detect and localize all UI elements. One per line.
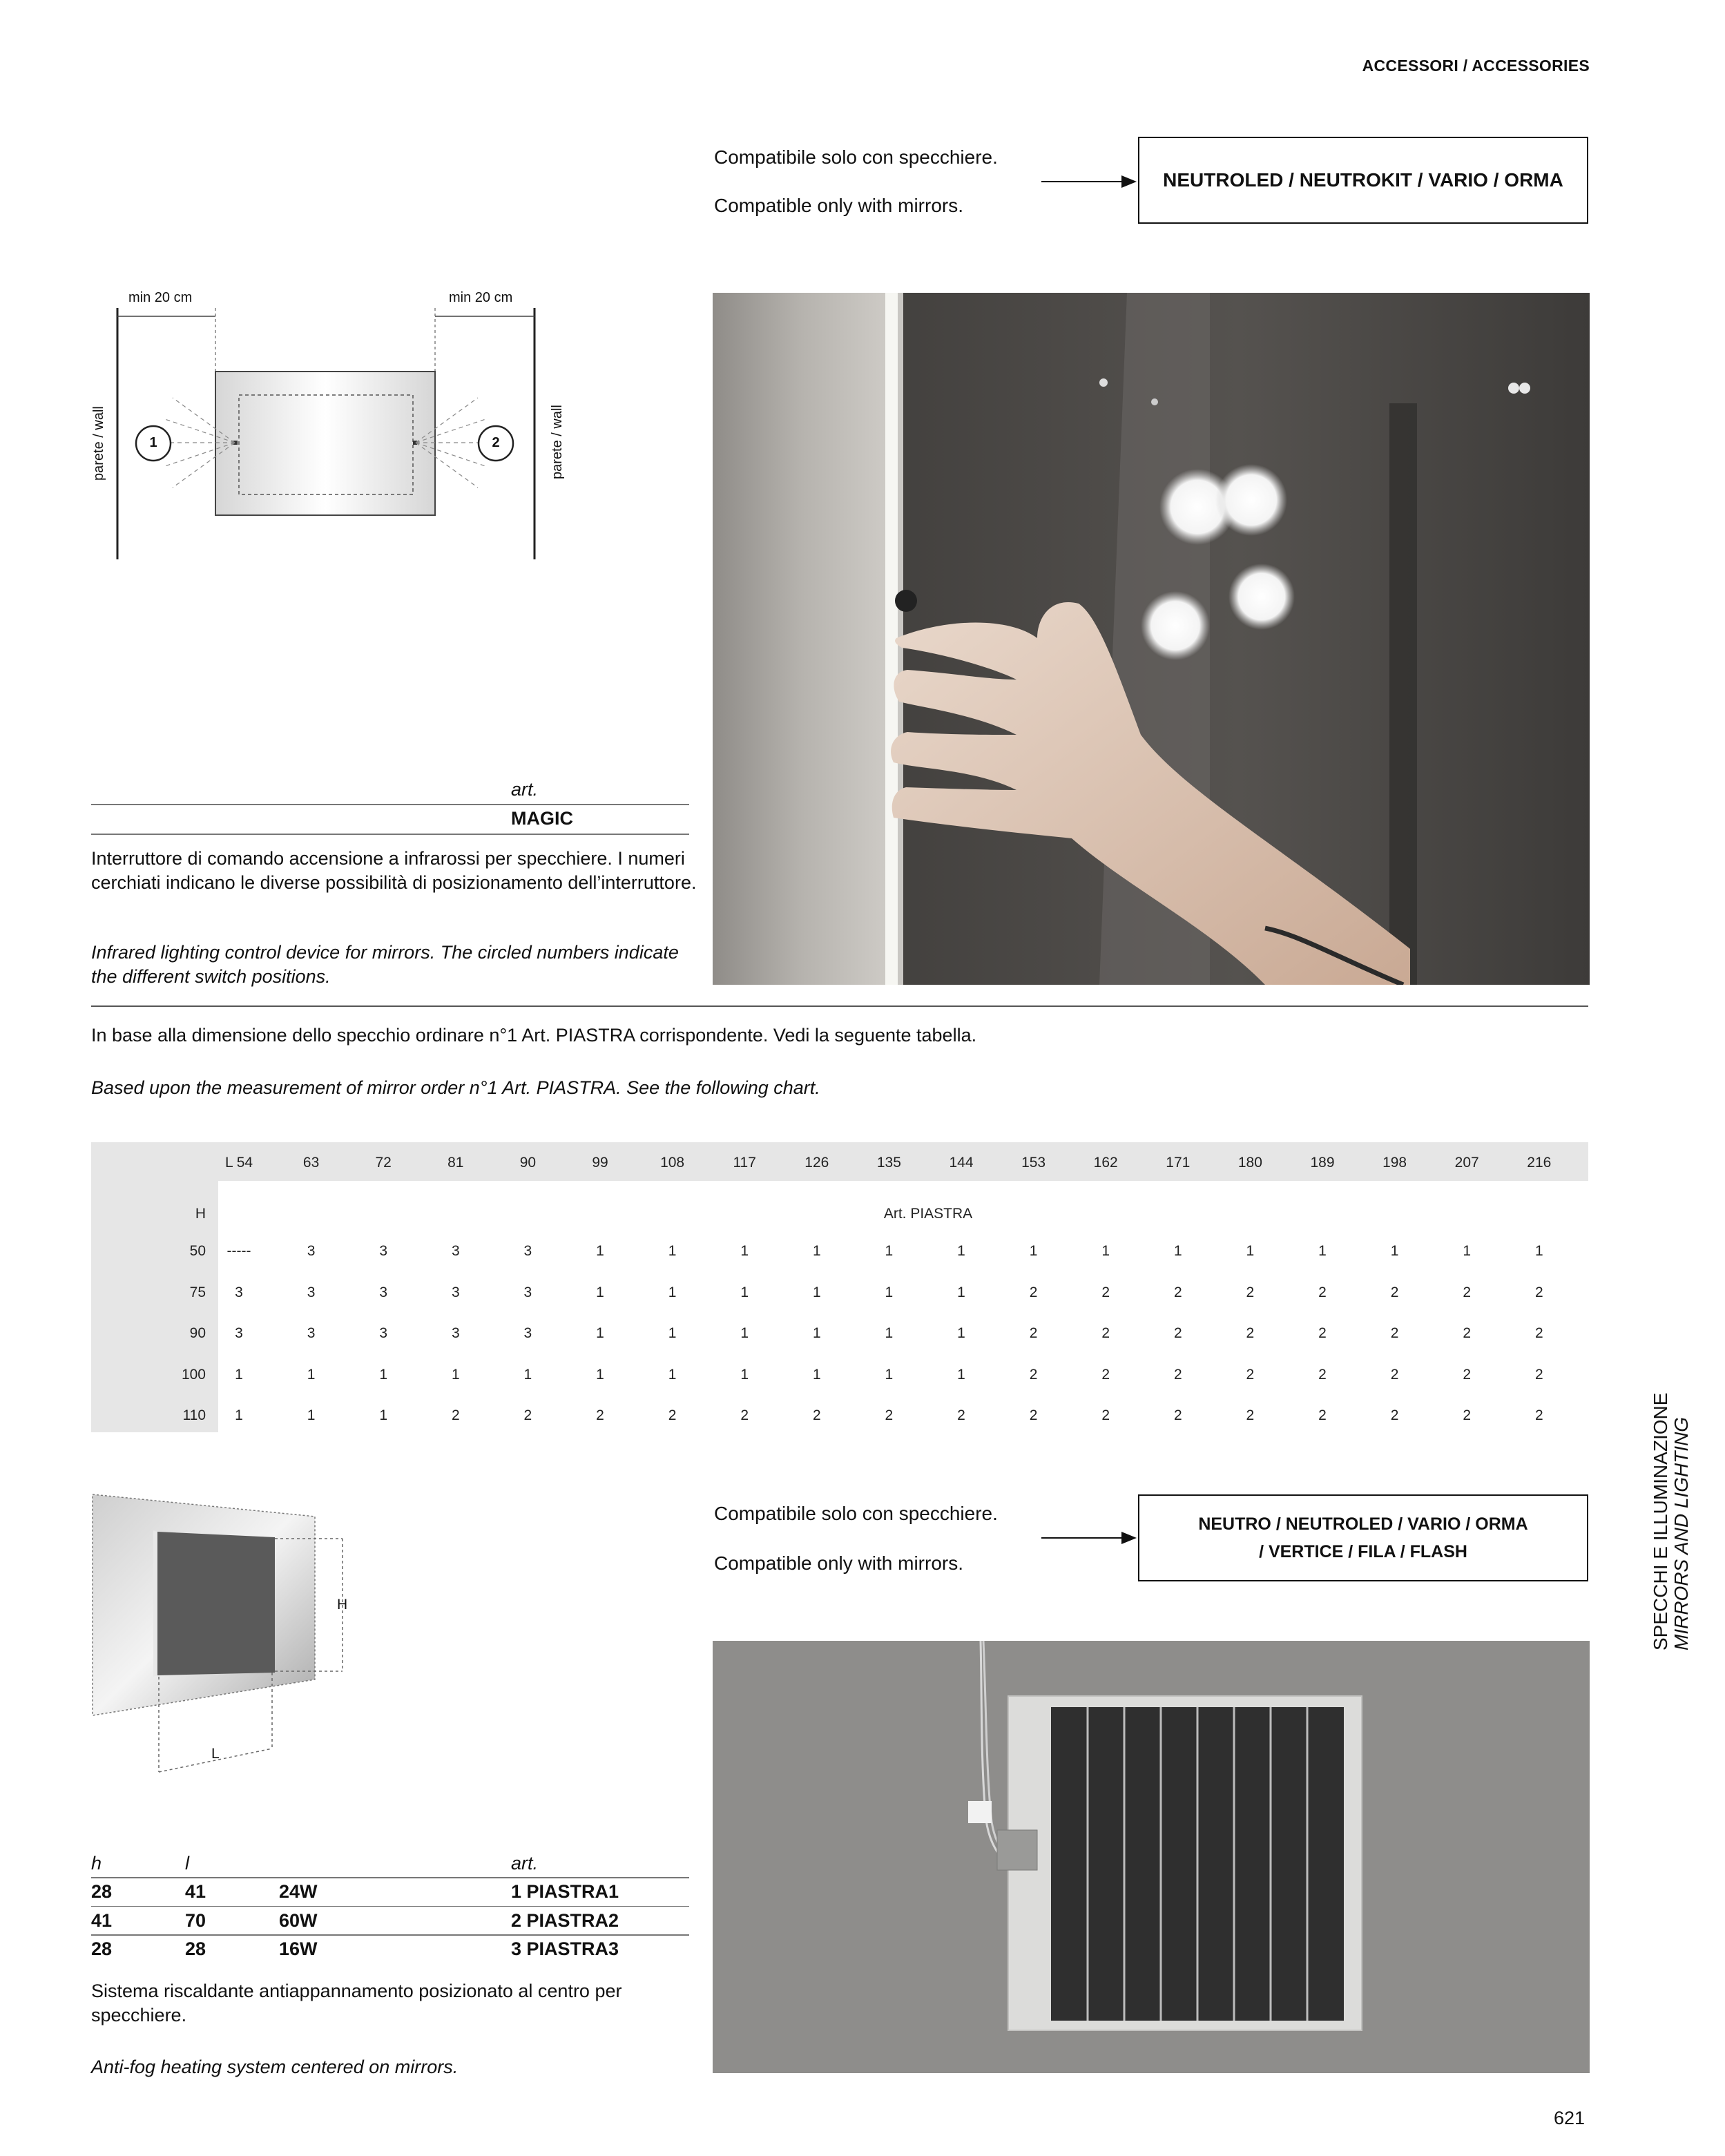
magic-description-it: Interruttore di comando accensione a infrarossi per specchiere. I numeri cerchiati indicano le diverse possibilità di posizionamento dell’interruttore. <box>91 848 697 893</box>
table-column-header: 180 <box>1237 1155 1262 1171</box>
table-row-header: 90 <box>189 1325 206 1341</box>
table-cell: 1 <box>668 1284 677 1300</box>
table-cell: 3 <box>379 1325 388 1341</box>
table-cell: 2 <box>1246 1284 1255 1300</box>
piastra-diagram <box>87 1492 363 1782</box>
table-cell: ----- <box>227 1243 251 1259</box>
table-cell: 1 <box>957 1284 965 1300</box>
spec-l: 70 <box>185 1909 206 1931</box>
divider <box>91 804 689 805</box>
table-cell: 2 <box>1029 1407 1038 1423</box>
table-cell: 1 <box>1318 1243 1327 1259</box>
compat-text-it: Compatibile solo con specchiere. <box>714 1503 998 1524</box>
min-distance-left: min 20 cm <box>128 290 193 305</box>
table-cell: 2 <box>523 1407 532 1423</box>
table-cell: 2 <box>1246 1325 1255 1341</box>
table-cell: 2 <box>1534 1284 1543 1300</box>
table-column-header: 90 <box>519 1155 537 1171</box>
table-cell: 2 <box>1390 1366 1399 1383</box>
table-cell: 1 <box>307 1407 316 1423</box>
table-row-header-label: H <box>195 1206 206 1222</box>
table-cell: 3 <box>379 1284 388 1300</box>
table-cell: 2 <box>1318 1366 1327 1383</box>
table-cell: 2 <box>1463 1284 1472 1300</box>
spec-header-art: art. <box>511 1852 539 1874</box>
piastra-photo <box>713 1641 1590 2073</box>
table-cell: 1 <box>1029 1243 1038 1259</box>
piastra-table <box>91 1142 1588 1432</box>
table-cell: 1 <box>957 1325 965 1341</box>
table-column-header: 198 <box>1382 1155 1407 1171</box>
table-cell: 1 <box>885 1284 894 1300</box>
table-cell: 1 <box>812 1366 821 1383</box>
table-cell: 1 <box>812 1243 821 1259</box>
table-column-header: 81 <box>447 1155 464 1171</box>
table-cell: 1 <box>668 1325 677 1341</box>
table-cell: 1 <box>668 1366 677 1383</box>
spec-row <box>91 1936 689 1963</box>
table-cell: 2 <box>1101 1284 1110 1300</box>
table-cell: 3 <box>451 1325 460 1341</box>
spec-art: 3 PIASTRA3 <box>511 1938 619 1959</box>
magic-photo-image <box>713 293 1590 985</box>
table-cell: 1 <box>379 1407 388 1423</box>
table-cell: 1 <box>235 1407 243 1423</box>
piastra-description-en: Anti-fog heating system centered on mirrors. <box>91 2057 459 2077</box>
table-cell: 2 <box>812 1407 821 1423</box>
table-column-header: 144 <box>949 1155 974 1171</box>
table-row-header: 50 <box>189 1243 206 1259</box>
table-cell: 1 <box>1101 1243 1110 1259</box>
piastra-spec-table <box>91 1849 689 1963</box>
diagram-l-label: L <box>211 1746 220 1762</box>
table-cell: 3 <box>235 1284 243 1300</box>
table-column-header: 162 <box>1093 1155 1118 1171</box>
table-cell: 2 <box>1029 1284 1038 1300</box>
spec-w: 60W <box>279 1909 318 1931</box>
spec-h: 41 <box>91 1909 113 1931</box>
spec-header-row <box>91 1849 689 1877</box>
table-cell: 1 <box>885 1243 894 1259</box>
arrow-right-icon <box>1121 175 1137 188</box>
table-column-header: 72 <box>375 1155 392 1171</box>
compat-text-en: Compatible only with mirrors. <box>714 195 963 216</box>
table-cell: 1 <box>1534 1243 1543 1259</box>
table-title: Art. PIASTRA <box>883 1206 973 1222</box>
table-cell: 2 <box>1390 1325 1399 1341</box>
table-cell: 2 <box>451 1407 460 1423</box>
spec-art: 1 PIASTRA1 <box>511 1881 619 1902</box>
table-cell: 1 <box>235 1366 243 1383</box>
side-section-label <box>1650 1393 1692 1650</box>
diagram-h-label: H <box>337 1597 348 1613</box>
table-cell: 2 <box>1318 1284 1327 1300</box>
side-label-it: SPECCHI E ILLUMINAZIONE <box>1650 1392 1671 1650</box>
table-column-header: 189 <box>1310 1155 1335 1171</box>
table-cell: 3 <box>451 1243 460 1259</box>
table-cell: 2 <box>1246 1366 1255 1383</box>
table-row-header: 110 <box>182 1407 206 1423</box>
magic-diagram-drawing <box>69 283 566 573</box>
min-distance-right: min 20 cm <box>449 290 513 305</box>
table-cell: 1 <box>379 1366 388 1383</box>
table-cell: 2 <box>1534 1407 1543 1423</box>
table-cell: 2 <box>1390 1407 1399 1423</box>
table-cell: 2 <box>1534 1366 1543 1383</box>
table-cell: 1 <box>307 1366 316 1383</box>
table-cell: 2 <box>1173 1325 1182 1341</box>
divider <box>91 834 689 835</box>
table-cell: 1 <box>885 1325 894 1341</box>
page-number: 621 <box>1554 2108 1586 2128</box>
table-cell: 1 <box>740 1366 749 1383</box>
table-cell: 1 <box>1173 1243 1182 1259</box>
compat-models: NEUTROLED / NEUTROKIT / VARIO / ORMA <box>1163 169 1563 191</box>
spec-row <box>91 1878 689 1906</box>
table-cell: 2 <box>1101 1366 1110 1383</box>
table-cell: 3 <box>523 1325 532 1341</box>
table-column-header: 207 <box>1454 1155 1479 1171</box>
table-column-header: 108 <box>660 1155 685 1171</box>
table-cell: 2 <box>1029 1366 1038 1383</box>
spec-h: 28 <box>91 1881 113 1902</box>
table-cell: 2 <box>1534 1325 1543 1341</box>
table-cell: 3 <box>451 1284 460 1300</box>
table-cell: 2 <box>1318 1325 1327 1341</box>
arrow-right-icon <box>1121 1532 1137 1544</box>
wall-label-left: parete / wall <box>91 406 106 481</box>
table-cell: 2 <box>1463 1325 1472 1341</box>
table-cell: 3 <box>307 1243 316 1259</box>
piastra-diagram-drawing <box>87 1492 363 1782</box>
magic-art-label: art. <box>511 779 539 800</box>
chart-intro-en: Based upon the measurement of mirror order n°1 Art. PIASTRA. See the following chart. <box>91 1077 820 1098</box>
compat-text-it: Compatibile solo con specchiere. <box>714 146 998 168</box>
position-2-label: 2 <box>492 435 500 450</box>
spec-header-h: h <box>91 1852 102 1874</box>
table-cell: 2 <box>1318 1407 1327 1423</box>
table-cell: 1 <box>596 1243 604 1259</box>
chart-intro-it: In base alla dimensione dello specchio ordinare n°1 Art. PIASTRA corrispondente. Vedi la seguente tabella. <box>91 1025 977 1046</box>
table-cell: 1 <box>885 1366 894 1383</box>
table-cell: 1 <box>668 1243 677 1259</box>
table-cell: 1 <box>740 1243 749 1259</box>
spec-art: 2 PIASTRA2 <box>511 1909 619 1931</box>
table-cell: 1 <box>596 1284 604 1300</box>
table-column-header: L 54 <box>224 1155 253 1171</box>
wall-label-right: parete / wall <box>550 405 565 479</box>
table-cell: 1 <box>740 1325 749 1341</box>
table-column-header: 63 <box>302 1155 320 1171</box>
table-cell: 2 <box>740 1407 749 1423</box>
table-cell: 1 <box>1390 1243 1399 1259</box>
spec-l: 28 <box>185 1938 206 1959</box>
table-column-header: 171 <box>1166 1155 1191 1171</box>
table-cell: 1 <box>812 1325 821 1341</box>
table-cell: 3 <box>379 1243 388 1259</box>
table-cell: 3 <box>523 1243 532 1259</box>
position-1-label: 1 <box>149 435 157 450</box>
table-cell: 2 <box>1173 1407 1182 1423</box>
table-cell: 2 <box>1390 1284 1399 1300</box>
table-cell: 1 <box>812 1284 821 1300</box>
table-cell: 1 <box>957 1243 965 1259</box>
table-cell: 1 <box>1246 1243 1255 1259</box>
table-cell: 3 <box>523 1284 532 1300</box>
table-cell: 2 <box>885 1407 894 1423</box>
arrow-line <box>1041 181 1126 182</box>
table-cell: 2 <box>1029 1325 1038 1341</box>
table-cell: 3 <box>307 1325 316 1341</box>
compat-text-en: Compatible only with mirrors. <box>714 1552 963 1574</box>
arrow-line <box>1041 1537 1126 1539</box>
table-cell: 1 <box>523 1366 532 1383</box>
magic-art-name: MAGIC <box>511 808 573 829</box>
table-cell: 2 <box>1101 1325 1110 1341</box>
table-cell: 3 <box>235 1325 243 1341</box>
table-row-header: 100 <box>181 1366 206 1383</box>
table-cell: 2 <box>1463 1366 1472 1383</box>
table-cell: 2 <box>596 1407 604 1423</box>
table-column-header: 135 <box>876 1155 901 1171</box>
table-cell: 2 <box>1246 1407 1255 1423</box>
table-cell: 2 <box>957 1407 965 1423</box>
table-column-header: 117 <box>733 1155 756 1171</box>
magic-diagram <box>69 283 566 573</box>
spec-w: 16W <box>279 1938 318 1959</box>
table-row-header: 75 <box>189 1284 206 1300</box>
spec-row <box>91 1907 689 1934</box>
spec-l: 41 <box>185 1881 206 1902</box>
compat-models-box <box>1138 137 1588 224</box>
table-column-header: 216 <box>1527 1155 1552 1171</box>
compat-models-line-1: NEUTRO / NEUTROLED / VARIO / ORMA <box>1198 1514 1528 1534</box>
spec-w: 24W <box>279 1881 318 1902</box>
table-cell: 1 <box>957 1366 965 1383</box>
table-cell: 1 <box>1463 1243 1472 1259</box>
table-cell: 2 <box>668 1407 677 1423</box>
table-cell: 1 <box>451 1366 460 1383</box>
magic-photo <box>713 293 1590 985</box>
side-label-en: MIRRORS AND LIGHTING <box>1670 1416 1692 1650</box>
table-cell: 2 <box>1173 1284 1182 1300</box>
table-cell: 1 <box>740 1284 749 1300</box>
compat-models-line-2: / VERTICE / FILA / FLASH <box>1259 1542 1467 1561</box>
table-column-header: 126 <box>804 1155 829 1171</box>
compat-models-box <box>1138 1494 1588 1581</box>
section-label: ACCESSORI / ACCESSORIES <box>1362 57 1590 75</box>
table-cell: 1 <box>596 1366 604 1383</box>
table-cell: 2 <box>1101 1407 1110 1423</box>
magic-description-en: Infrared lighting control device for mirrors. The circled numbers indicate the different switch positions. <box>91 942 679 987</box>
table-cell: 3 <box>307 1284 316 1300</box>
table-cell: 1 <box>596 1325 604 1341</box>
piastra-description-it: Sistema riscaldante antiappannamento posizionato al centro per specchiere. <box>91 1981 622 2025</box>
table-cell: 2 <box>1173 1366 1182 1383</box>
table-column-header: 99 <box>592 1155 608 1171</box>
table-cell: 2 <box>1463 1407 1472 1423</box>
section-divider <box>91 1005 1588 1007</box>
spec-header-l: l <box>185 1852 189 1874</box>
table-column-header: 153 <box>1021 1155 1046 1171</box>
spec-h: 28 <box>91 1938 113 1959</box>
piastra-photo-image <box>713 1641 1590 2073</box>
